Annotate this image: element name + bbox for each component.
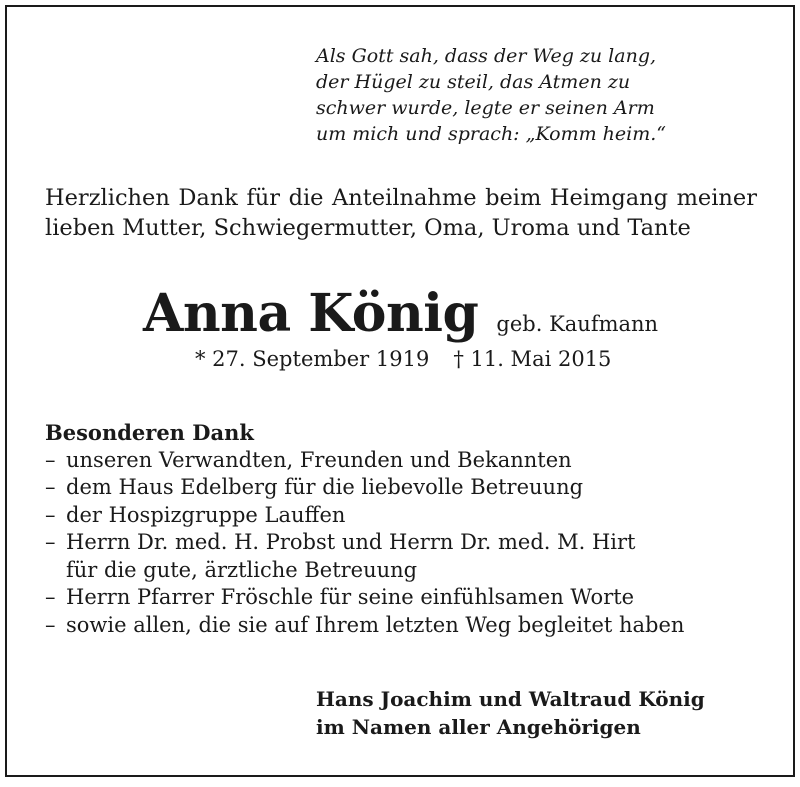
thanks-line: Herzlichen Dank für die Anteilnahme beim Heimgang meiner <box>45 185 757 211</box>
thanks-list-item <box>45 584 684 612</box>
thanks-list-item-text: dem Haus Edelberg für die liebevolle Betreuung <box>66 475 584 499</box>
special-thanks <box>45 419 684 639</box>
thanks-paragraph <box>45 183 757 243</box>
thanks-list-item-text: der Hospizgruppe Lauffen <box>66 502 346 527</box>
life-dates <box>195 347 611 371</box>
special-thanks-heading: Besonderen Dank <box>45 420 254 445</box>
list-dash: – <box>45 530 56 554</box>
obituary-notice <box>5 5 795 777</box>
thanks-list-item-text: sowie allen, die sie auf Ihrem letzten Weg begleitet haben <box>66 612 685 637</box>
list-dash: – <box>45 612 56 637</box>
deceased-name-row <box>143 283 658 344</box>
thanks-list-item-text: Herrn Pfarrer Fröschle für seine einfühlsamen Worte <box>66 585 635 609</box>
thanks-list-item <box>45 529 684 557</box>
signature-line: im Namen aller Angehörigen <box>316 715 641 739</box>
quote-line: um mich und sprach: „Komm heim.“ <box>316 123 666 145</box>
list-dash: – <box>45 447 56 472</box>
thanks-list-item <box>45 447 684 475</box>
birth-name: geb. Kaufmann <box>496 312 659 336</box>
deceased-name: Anna König <box>143 283 479 344</box>
signature-line: Hans Joachim und Waltraud König <box>316 687 705 711</box>
list-dash: – <box>45 502 56 527</box>
thanks-list-item-text: unseren Verwandten, Freunden und Bekannten <box>66 447 572 472</box>
list-dash: – <box>45 475 56 499</box>
quote-line: schwer wurde, legte er seinen Arm <box>316 97 655 119</box>
signature <box>316 685 705 741</box>
thanks-list-item <box>45 612 684 640</box>
memorial-quote <box>316 43 666 147</box>
death-date: † 11. Mai 2015 <box>453 347 612 371</box>
quote-line: der Hügel zu steil, das Atmen zu <box>316 71 631 93</box>
thanks-list-item <box>45 502 684 530</box>
list-dash: – <box>45 585 56 609</box>
thanks-list-item-text: Herrn Dr. med. H. Probst und Herrn Dr. med. M. Hirt <box>66 530 636 554</box>
thanks-list-item <box>45 474 684 502</box>
birth-date: * 27. September 1919 <box>195 347 430 371</box>
thanks-list-item-continuation: für die gute, ärztliche Betreuung <box>66 557 418 582</box>
quote-line: Als Gott sah, dass der Weg zu lang, <box>316 45 657 67</box>
thanks-line: lieben Mutter, Schwiegermutter, Oma, Uroma und Tante <box>45 215 691 241</box>
